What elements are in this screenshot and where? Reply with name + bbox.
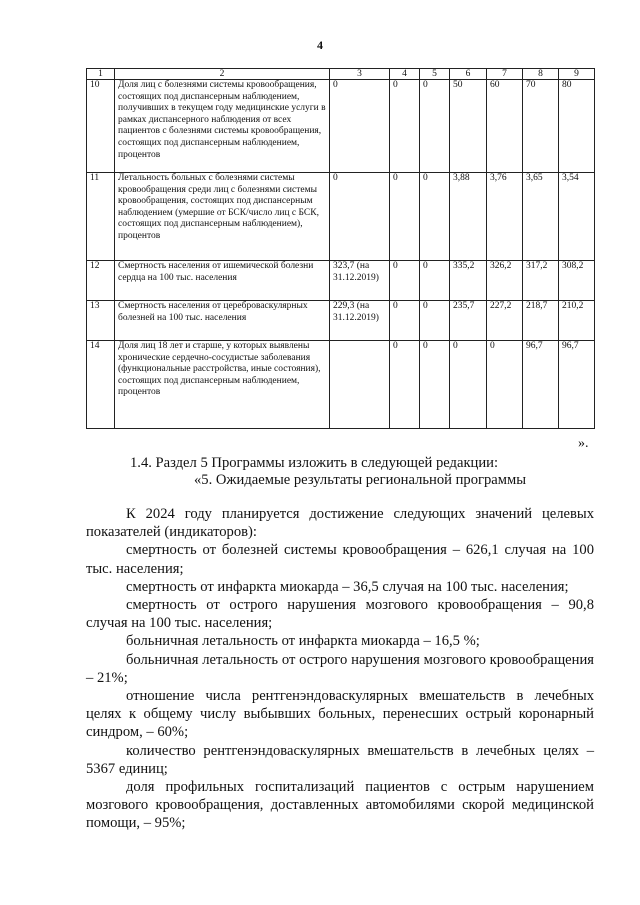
table-cell: 308,2	[559, 261, 595, 301]
table-cell: 0	[390, 261, 420, 301]
table-cell: 0	[390, 80, 420, 173]
table-cell: 50	[450, 80, 487, 173]
target-item: доля профильных госпитализаций пациентов с острым нарушением мозгового кровообращения, доставленных автомобилями скорой медицинской помощи, – 95%;	[86, 779, 594, 832]
table-cell: 0	[450, 341, 487, 429]
section-instruction: 1.4. Раздел 5 Программы изложить в следующей редакции:	[130, 455, 499, 471]
indicator-name: Смертность населения от ишемической болезни сердца на 100 тыс. населения	[115, 261, 330, 301]
table-cell: 3,88	[450, 173, 487, 261]
column-number: 7	[487, 69, 523, 80]
table-cell: 0	[487, 341, 523, 429]
row-number: 10	[87, 80, 115, 173]
target-item: количество рентгенэндоваскулярных вмешательств в лечебных целях – 5367 единиц;	[86, 742, 594, 777]
target-item: смертность от инфаркта миокарда – 36,5 случая на 100 тыс. населения;	[126, 578, 569, 595]
indicator-name: Доля лиц 18 лет и старше, у которых выявлены хронические сердечно-сосудистые заболевания (функциональные расстройства, иные состояния), состоящих под диспансерным наблюдением, процентов	[115, 341, 330, 429]
table-cell: 3,54	[559, 173, 595, 261]
table-cell: 227,2	[487, 301, 523, 341]
column-number: 1	[87, 69, 115, 80]
table-cell: 210,2	[559, 301, 595, 341]
table-cell: 96,7	[559, 341, 595, 429]
table-cell: 0	[420, 80, 450, 173]
baseline-value	[330, 341, 390, 429]
table-cell: 60	[487, 80, 523, 173]
column-number: 8	[523, 69, 559, 80]
baseline-value: 323,7 (на 31.12.2019)	[330, 261, 390, 301]
target-item: больничная летальность от острого нарушения мозгового кровообращения – 21%;	[86, 651, 594, 686]
table-cell: 317,2	[523, 261, 559, 301]
table-cell: 218,7	[523, 301, 559, 341]
table-row	[87, 341, 595, 429]
table-cell: 96,7	[523, 341, 559, 429]
baseline-value: 229,3 (на 31.12.2019)	[330, 301, 390, 341]
column-number: 4	[390, 69, 420, 80]
target-item: смертность от острого нарушения мозгового кровообращения – 90,8 случая на 100 тыс. населения;	[86, 597, 594, 632]
table-cell: 0	[390, 301, 420, 341]
table-header-row	[87, 69, 595, 80]
column-number: 5	[420, 69, 450, 80]
table-cell: 0	[420, 173, 450, 261]
table-cell: 0	[390, 341, 420, 429]
baseline-value: 0	[330, 80, 390, 173]
table-cell: 0	[420, 341, 450, 429]
table-cell: 80	[559, 80, 595, 173]
table-row	[87, 301, 595, 341]
target-item: больничная летальность от инфаркта миокарда – 16,5 %;	[126, 633, 480, 650]
indicators-table	[86, 68, 595, 429]
table-cell: 326,2	[487, 261, 523, 301]
table-cell: 335,2	[450, 261, 487, 301]
closing-quote: ».	[578, 436, 589, 451]
indicator-name: Доля лиц с болезнями системы кровообращения, состоящих под диспансерным наблюдением, получивших в текущем году медицинские услуги в рамках диспансерного наблюдения от всех пациентов с болезнями системы кровообращения, состоящих под диспансерным наблюдением, процентов	[115, 80, 330, 173]
column-number: 6	[450, 69, 487, 80]
table-row	[87, 80, 595, 173]
table-cell: 0	[420, 301, 450, 341]
table-cell: 0	[420, 261, 450, 301]
page-number: 4	[317, 38, 323, 52]
section-body	[86, 505, 594, 833]
target-item: смертность от болезней системы кровообращения – 626,1 случая на 100 тыс. населения;	[86, 542, 594, 577]
target-item: отношение числа рентгенэндоваскулярных вмешательств в лечебных целях к общему числу выбывших больных, перенесших острый коронарный синдром, – 60%;	[86, 688, 594, 741]
row-number: 12	[87, 261, 115, 301]
table-row	[87, 261, 595, 301]
column-number: 9	[559, 69, 595, 80]
table-cell: 235,7	[450, 301, 487, 341]
table-cell: 3,76	[487, 173, 523, 261]
section-title: «5. Ожидаемые результаты региональной программы	[194, 472, 527, 488]
table-row	[87, 173, 595, 261]
row-number: 13	[87, 301, 115, 341]
indicator-name: Летальность больных с болезнями системы кровообращения среди лиц с болезнями системы кровообращения, состоящих под диспансерным наблюдением (умершие от БСК/число лиц с БСК, состоящих под диспансерным наблюдением), процентов	[115, 173, 330, 261]
row-number: 11	[87, 173, 115, 261]
column-number: 2	[115, 69, 330, 80]
table-cell: 0	[390, 173, 420, 261]
indicator-name: Смертность населения от цереброваскулярных болезней на 100 тыс. населения	[115, 301, 330, 341]
table-cell: 70	[523, 80, 559, 173]
row-number: 14	[87, 341, 115, 429]
column-number: 3	[330, 69, 390, 80]
table-cell: 3,65	[523, 173, 559, 261]
intro-paragraph: К 2024 году планируется достижение следующих значений целевых показателей (индикаторов):	[86, 506, 594, 541]
baseline-value: 0	[330, 173, 390, 261]
